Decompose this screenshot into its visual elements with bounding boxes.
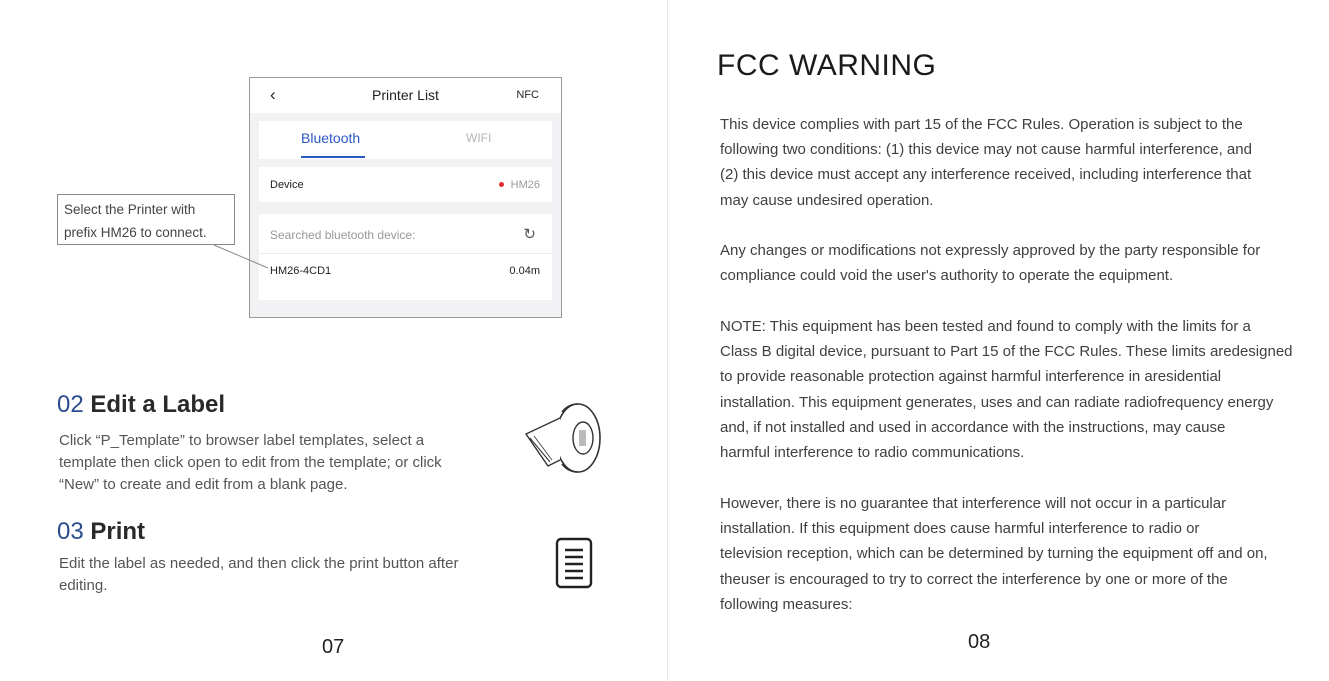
paragraph: NOTE: This equipment has been tested and found to comply with the limits for a Class B digital device, pursuant to Part 15 of the FCC Rules. These limits aredesigned to provide reasonable protection against harmful interference in aresidential installation. This equipment generates, uses and can radiate radiofrequency energy and, if not installed and used in accordance with the instructions, may cause harmful interference to radio communications. — [720, 318, 1293, 462]
section-title: Print — [90, 518, 146, 545]
section-body-print: Edit the label as needed, and then click the print button after editing. — [59, 555, 459, 594]
page-title: FCC WARNING — [717, 49, 937, 82]
document-icon — [555, 537, 595, 589]
section-heading-print — [57, 518, 145, 546]
paragraph: This device complies with part 15 of the FCC Rules. Operation is subject to the following two conditions: (1) this device may not cause harmful interference, and (2) this device must accept any interference received, including interference that may cause undesired operation. — [720, 116, 1252, 209]
found-device-distance: 0.04m — [509, 265, 540, 277]
callout-line-1: Select the Printer with — [64, 202, 196, 217]
page-number: 08 — [968, 631, 991, 653]
nfc-button[interactable]: NFC — [516, 89, 539, 101]
page-divider — [667, 0, 668, 681]
device-value: HM26 — [510, 179, 540, 191]
callout-box — [57, 194, 235, 245]
callout-line-2: prefix HM26 to connect. — [64, 225, 207, 240]
paragraph: However, there is no guarantee that interference will not occur in a particular installation. If this equipment does cause harmful interference to radio or television reception, which can be determined by turning the equipment off and on, theuser is encouraged to try to correct the interference by one or more of the following measures: — [720, 495, 1268, 613]
page-number: 07 — [322, 636, 345, 658]
device-label: Device — [270, 179, 304, 191]
paragraph: Any changes or modifications not expressly approved by the party responsible for compliance could void the user's authority to operate the equipment. — [720, 242, 1261, 285]
app-title: Printer List — [372, 87, 439, 103]
refresh-icon[interactable]: ↻ — [523, 226, 536, 243]
tab-wifi[interactable]: WIFI — [466, 131, 492, 145]
label-roll-icon — [520, 400, 606, 480]
section-title: Edit a Label — [90, 391, 226, 418]
tab-bluetooth[interactable]: Bluetooth — [301, 130, 361, 146]
found-device-name[interactable]: HM26-4CD1 — [270, 265, 332, 277]
section-body-edit: Click “P_Template” to browser label templates, select a template then click open to edit from the template; or click “New” to create and edit from a blank page. — [59, 432, 442, 493]
section-number: 03 — [57, 518, 84, 545]
search-label: Searched bluetooth device: — [270, 228, 416, 242]
back-icon[interactable]: ‹ — [270, 85, 276, 104]
section-heading-edit — [57, 391, 225, 419]
section-number: 02 — [57, 391, 84, 418]
